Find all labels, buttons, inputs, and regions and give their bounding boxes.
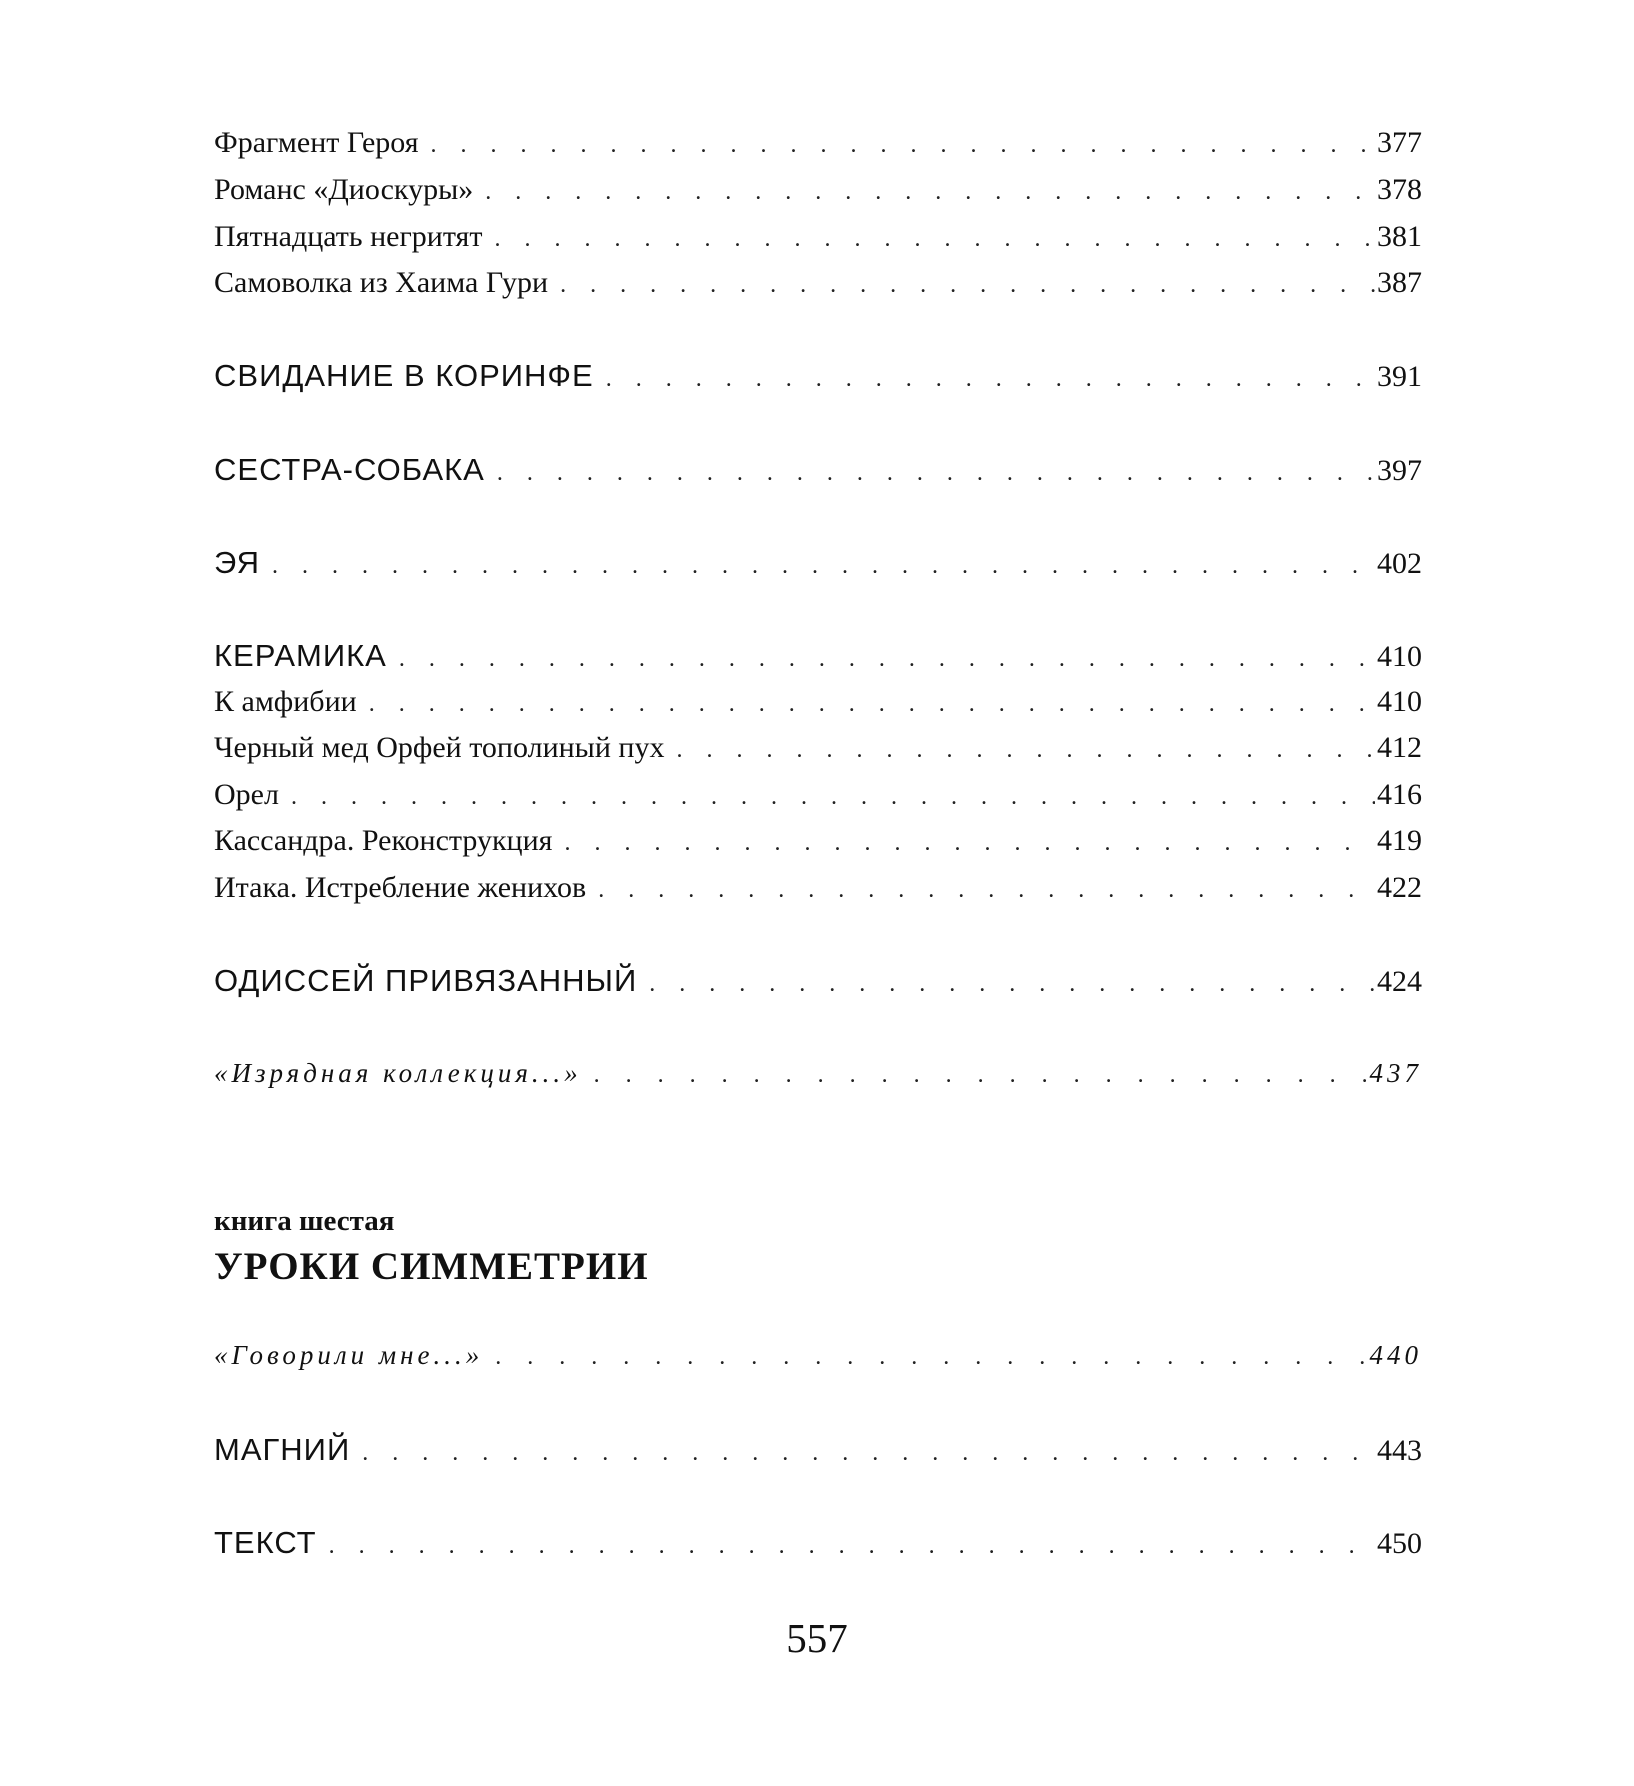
- toc-entry-page: 412: [1377, 731, 1422, 764]
- toc-entry-title: Орел: [214, 778, 291, 812]
- toc-entry-page: 437: [1369, 1058, 1422, 1088]
- dot-leader: [649, 972, 1375, 996]
- dot-leader: [606, 367, 1375, 391]
- toc-entry-page: 422: [1377, 871, 1422, 904]
- toc-entry-title: ОДИССЕЙ ПРИВЯЗАННЫЙ: [214, 963, 649, 999]
- toc-section-entry: [214, 545, 1422, 581]
- dot-leader: [497, 461, 1375, 485]
- toc-section-entry: [214, 1432, 1422, 1468]
- dot-leader: [485, 180, 1375, 204]
- dot-leader: [272, 554, 1375, 578]
- dot-leader: [329, 1534, 1375, 1558]
- toc-entry: [214, 824, 1422, 858]
- toc-entry-title: Черный мед Орфей тополиный пух: [214, 731, 676, 765]
- toc-entry-page: 377: [1377, 126, 1422, 159]
- toc-entry-title: ТЕКСТ: [214, 1525, 329, 1561]
- toc-entry-title: КЕРАМИКА: [214, 638, 399, 674]
- toc-entry-title: К амфибии: [214, 685, 369, 719]
- toc-section-entry: [214, 963, 1422, 999]
- dot-leader: [399, 647, 1375, 671]
- dot-leader: [560, 273, 1375, 297]
- dot-leader: [369, 692, 1375, 716]
- toc-entry-title: Фрагмент Героя: [214, 126, 431, 160]
- toc-section-entry: [214, 1525, 1422, 1561]
- toc-entry-title: Романс «Диоскуры»: [214, 173, 485, 207]
- dot-leader: [564, 831, 1375, 855]
- toc-entry-title: Пятнадцать негритят: [214, 220, 494, 254]
- toc-entry-page: 397: [1377, 454, 1422, 487]
- book-number-label: книга шестая: [214, 1205, 395, 1237]
- toc-entry-page: 410: [1377, 640, 1422, 673]
- toc-section-entry: [214, 638, 1422, 674]
- dot-leader: [431, 133, 1376, 157]
- toc-entry-title: МАГНИЙ: [214, 1432, 362, 1468]
- dot-leader: [598, 878, 1375, 902]
- toc-entry: [214, 731, 1422, 765]
- toc-entry-page: 378: [1377, 173, 1422, 206]
- dot-leader: [594, 1063, 1368, 1087]
- toc-entry-title: «Изрядная коллекция...»: [214, 1058, 594, 1089]
- toc-entry-title: Самоволка из Хаима Гури: [214, 266, 560, 300]
- toc-entry: [214, 173, 1422, 207]
- toc-entry-page: 450: [1377, 1527, 1422, 1560]
- toc-poem-entry: [214, 1340, 1422, 1371]
- dot-leader: [291, 785, 1375, 809]
- toc-entry-page: 391: [1377, 360, 1422, 393]
- toc-entry-title: Кассандра. Реконструкция: [214, 824, 564, 858]
- toc-entry: [214, 778, 1422, 812]
- toc-entry-page: 402: [1377, 547, 1422, 580]
- toc-entry-page: 381: [1377, 220, 1422, 253]
- toc-entry-title: СВИДАНИЕ В КОРИНФЕ: [214, 358, 606, 394]
- dot-leader: [362, 1441, 1375, 1465]
- toc-entry-page: 419: [1377, 824, 1422, 857]
- toc-entry-title: ЭЯ: [214, 545, 272, 581]
- toc-entry: [214, 126, 1422, 160]
- dot-leader: [676, 738, 1375, 762]
- toc-section-entry: [214, 358, 1422, 394]
- toc-entry-title: СЕСТРА-СОБАКА: [214, 452, 497, 488]
- toc-entry-page: 443: [1377, 1434, 1422, 1467]
- toc-entry-title: Итака. Истребление женихов: [214, 871, 598, 905]
- toc-entry-page: 387: [1377, 266, 1422, 299]
- toc-entry: [214, 871, 1422, 905]
- toc-entry-page: 410: [1377, 685, 1422, 718]
- toc-entry-page: 424: [1377, 965, 1422, 998]
- toc-poem-entry: [214, 1058, 1422, 1089]
- book-title: УРОКИ СИММЕТРИИ: [214, 1245, 649, 1288]
- dot-leader: [494, 227, 1375, 251]
- toc-entry-title: «Говорили мне...»: [214, 1340, 495, 1371]
- toc-section-entry: [214, 452, 1422, 488]
- toc-entry-page: 440: [1369, 1340, 1422, 1370]
- dot-leader: [495, 1345, 1367, 1369]
- toc-entry: [214, 266, 1422, 300]
- toc-entry: [214, 220, 1422, 254]
- toc-entry-page: 416: [1377, 778, 1422, 811]
- page-number: 557: [786, 1615, 848, 1661]
- toc-entry: [214, 685, 1422, 719]
